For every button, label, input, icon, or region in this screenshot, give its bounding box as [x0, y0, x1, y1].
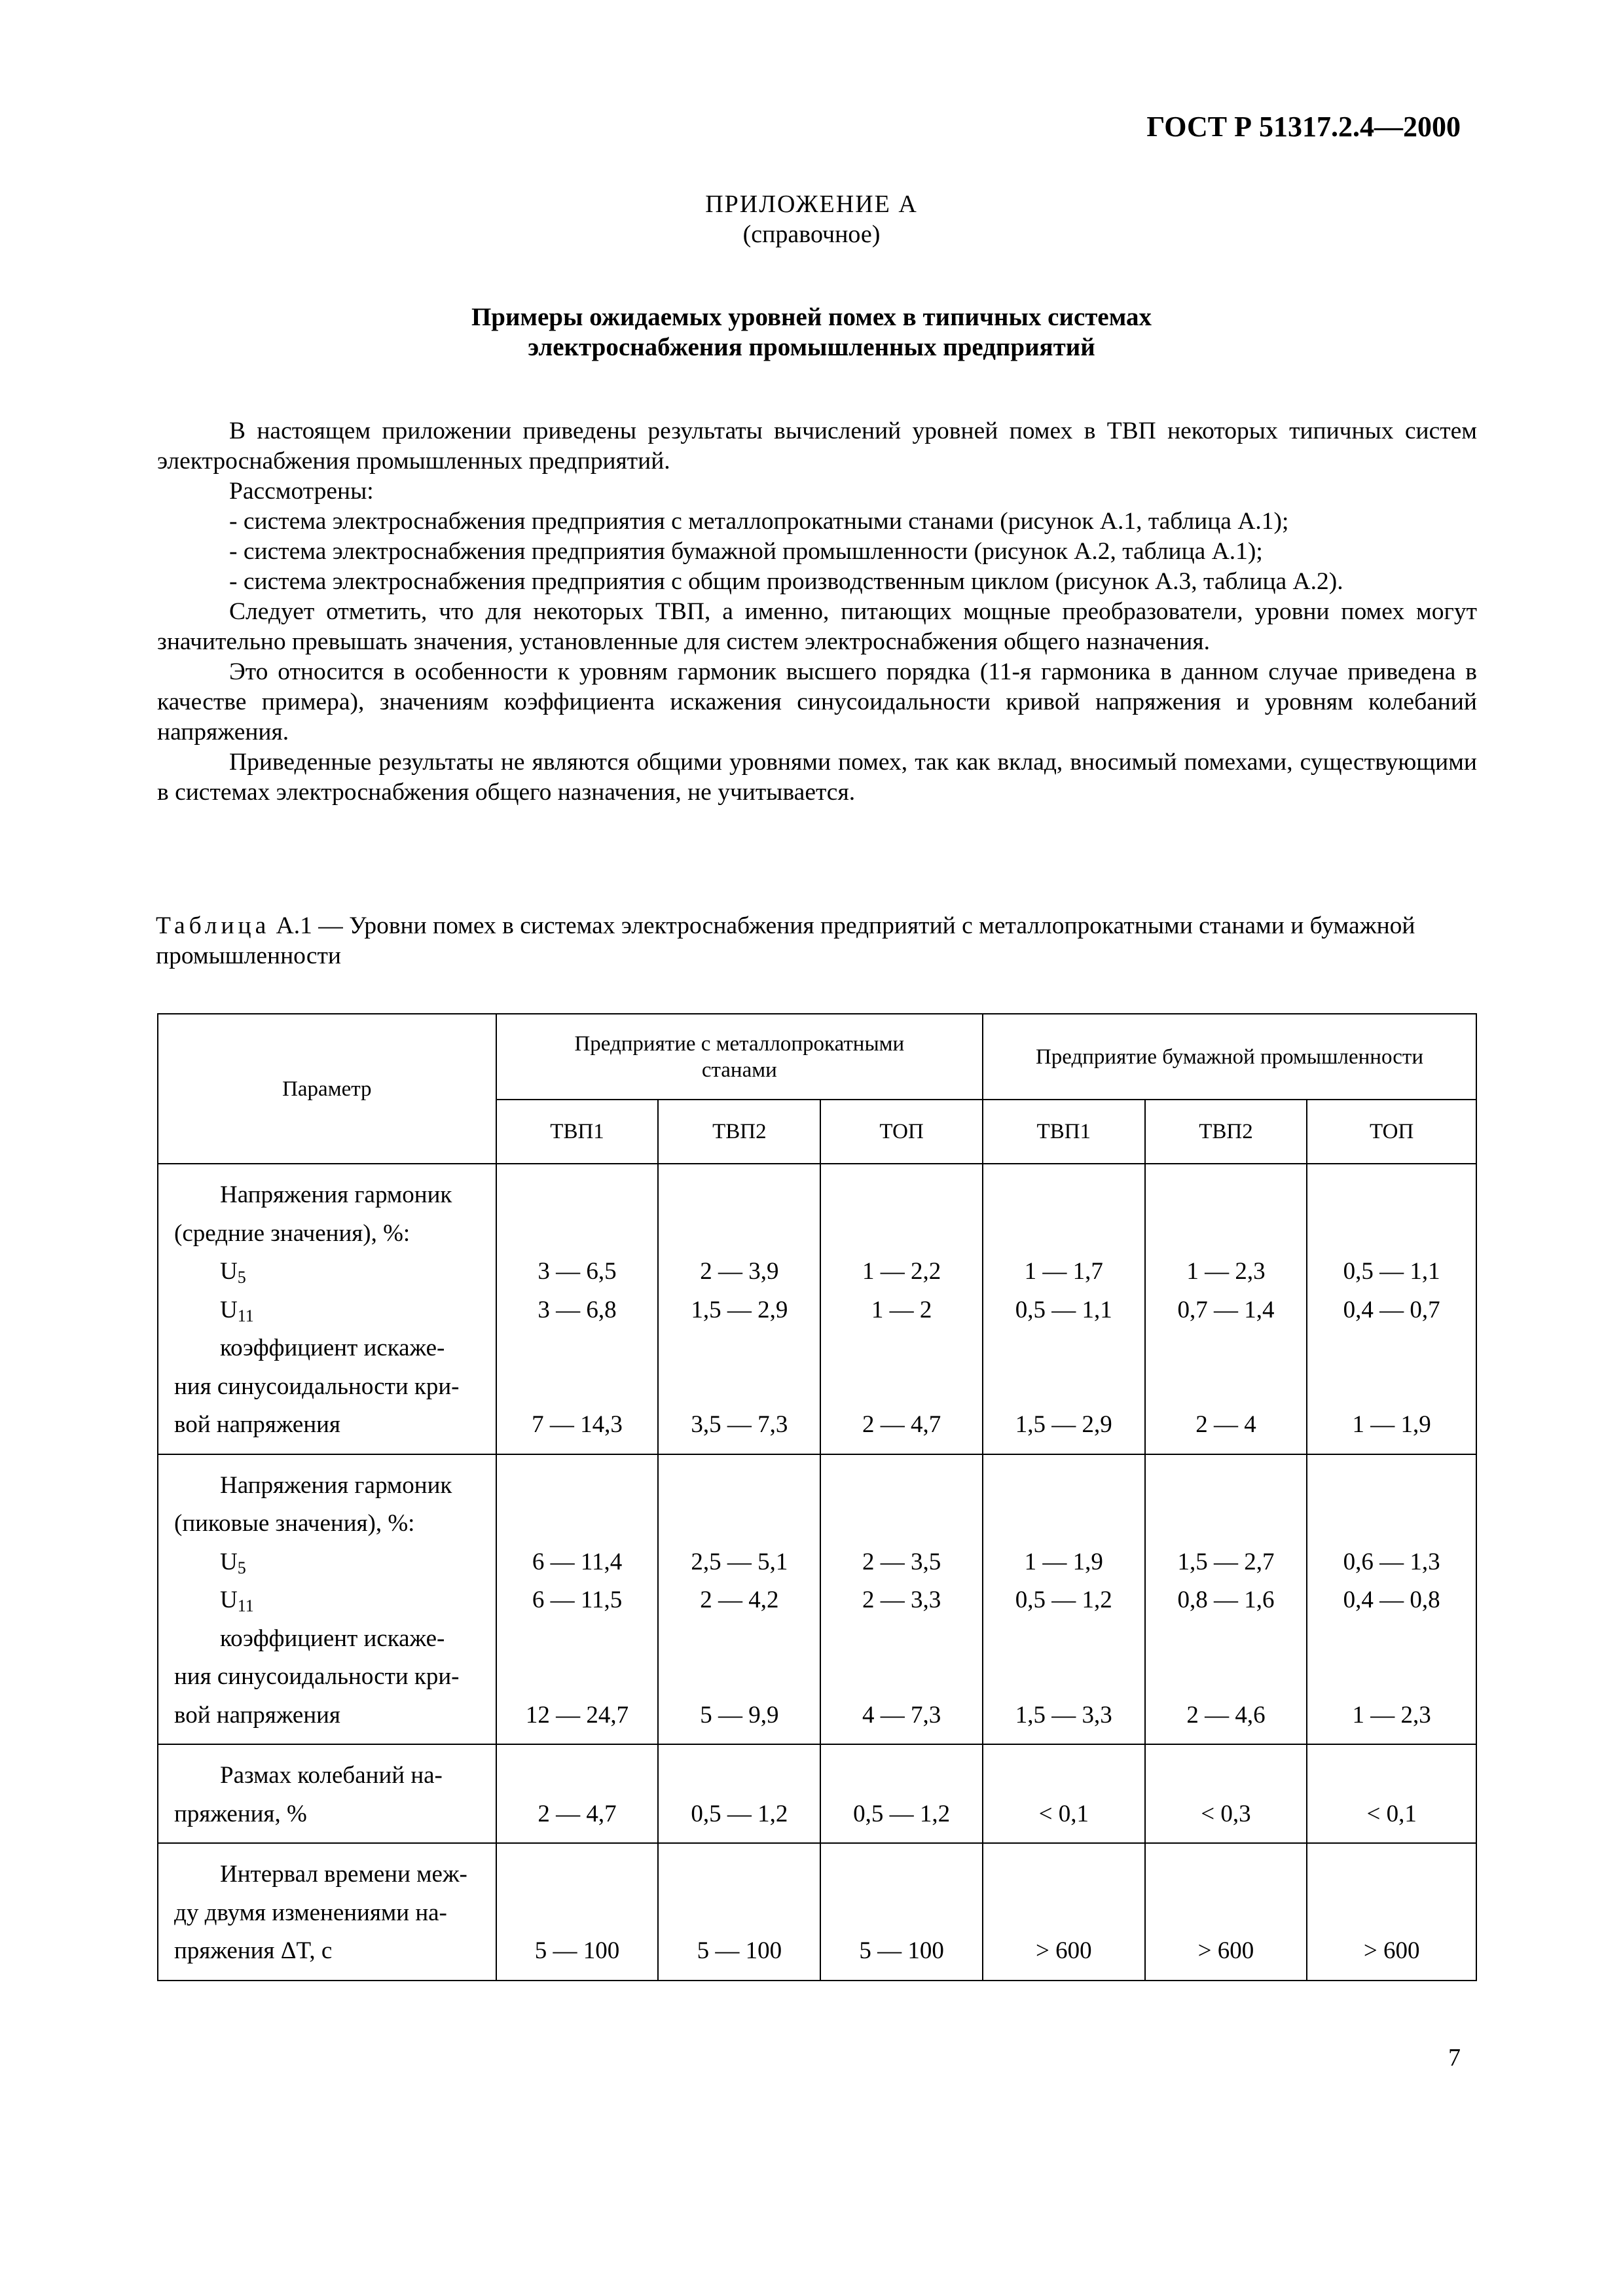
heading-line-1: Примеры ожидаемых уровней помех в типичных системах: [471, 303, 1152, 331]
subheader-cell: ТВП2: [1145, 1100, 1307, 1164]
value-cell: 3 — 6,5 3 — 6,8 7 — 14,3: [496, 1164, 659, 1454]
value-cell: > 600: [1145, 1843, 1307, 1981]
document-code: ГОСТ Р 51317.2.4—2000: [1146, 111, 1461, 143]
value-cell: 2,5 — 5,1 2 — 4,2 5 — 9,9: [658, 1454, 820, 1745]
table-row: [158, 1164, 1476, 1454]
table-header-row: [158, 1014, 1476, 1100]
value-cell: 5 — 100: [658, 1843, 820, 1981]
value-cell: 0,5 — 1,1 0,4 — 0,7 1 — 1,9: [1307, 1164, 1476, 1454]
table-row: [158, 1744, 1476, 1843]
paragraph-1: В настоящем приложении приведены результаты вычислений уровней помех в ТВП некоторых типичных систем электроснабжения промышленных предприятий.: [157, 418, 1477, 475]
value-cell: 5 — 100: [820, 1843, 983, 1981]
subheader-cell: ТОП: [1307, 1100, 1476, 1164]
value-cell: 1 — 2,2 1 — 2 2 — 4,7: [820, 1164, 983, 1454]
value-cell: 0,5 — 1,2: [820, 1744, 983, 1843]
value-cell: < 0,1: [983, 1744, 1145, 1843]
list-item-1: - система электроснабжения предприятия с металлопрокатными станами (рисунок А.1, таблица А.1);: [229, 508, 1289, 535]
subheader-cell: ТВП2: [658, 1100, 820, 1164]
table-caption-text: А.1 — Уровни помех в системах электроснабжения предприятий с металлопрокатными станами и бумажной промышленности: [156, 912, 1415, 969]
header-group-steel: Предприятие с металлопрокатными станами: [496, 1014, 983, 1100]
value-cell: 0,6 — 1,3 0,4 — 0,8 1 — 2,3: [1307, 1454, 1476, 1745]
appendix-subtitle: (справочное): [742, 221, 881, 248]
value-cell: 2 — 3,5 2 — 3,3 4 — 7,3: [820, 1454, 983, 1745]
value-cell: 1 — 1,9 0,5 — 1,2 1,5 — 3,3: [983, 1454, 1145, 1745]
page-number: 7: [1448, 2044, 1461, 2072]
value-cell: 2 — 4,7: [496, 1744, 659, 1843]
value-cell: 1 — 2,3 0,7 — 1,4 2 — 4: [1145, 1164, 1307, 1454]
body-text: [157, 416, 1477, 808]
paragraph-4: Это относится в особенности к уровням гармоник высшего порядка (11-я гармоника в данном случае приведена в качестве примера), значениям коэффициента искажения синусоидальности кривой напряжения и уровням колебаний напряжения.: [157, 658, 1477, 745]
interference-levels-table: [157, 1013, 1477, 1981]
value-cell: 6 — 11,4 6 — 11,5 12 — 24,7: [496, 1454, 659, 1745]
paragraph-3: Следует отметить, что для некоторых ТВП, а именно, питающих мощные преобразователи, уровни помех могут значительно превышать значения, установленные для систем электроснабжения общего назначения.: [157, 598, 1477, 655]
paragraph-5: Приведенные результаты не являются общими уровнями помех, так как вклад, вносимый помехами, существующими в системах электроснабжения общего назначения, не учитывается.: [157, 749, 1477, 806]
parameter-cell: Напряжения гармоник (средние значения), %: $U_5$ $U_{11}$ коэффициент искаже- ния синусоидальности кри- вой напряжения: [158, 1164, 496, 1454]
value-cell: 2 — 3,9 1,5 — 2,9 3,5 — 7,3: [658, 1164, 820, 1454]
value-cell: < 0,1: [1307, 1744, 1476, 1843]
value-cell: < 0,3: [1145, 1744, 1307, 1843]
table-row: [158, 1454, 1476, 1745]
parameter-cell: Напряжения гармоник (пиковые значения), %: $U_5$ $U_{11}$ коэффициент искаже- ния синусоидальности кри- вой напряжения: [158, 1454, 496, 1745]
value-cell: 1,5 — 2,7 0,8 — 1,6 2 — 4,6: [1145, 1454, 1307, 1745]
list-item-3: - система электроснабжения предприятия с общим производственным циклом (рисунок А.3, таблица А.2).: [229, 568, 1343, 595]
list-item-2: - система электроснабжения предприятия бумажной промышленности (рисунок А.2, таблица А.1);: [229, 538, 1263, 565]
subheader-cell: ТВП1: [496, 1100, 659, 1164]
header-group-paper: Предприятие бумажной промышленности: [983, 1014, 1476, 1100]
parameter-cell: Интервал времени меж- ду двумя изменениями на- пряжения ΔT, с: [158, 1843, 496, 1981]
value-cell: > 600: [1307, 1843, 1476, 1981]
subheader-cell: ТОП: [820, 1100, 983, 1164]
paragraph-2: Рассмотрены:: [229, 478, 374, 505]
value-cell: > 600: [983, 1843, 1145, 1981]
section-heading: [0, 302, 1623, 363]
value-cell: 1 — 1,7 0,5 — 1,1 1,5 — 2,9: [983, 1164, 1145, 1454]
table-row: [158, 1843, 1476, 1981]
header-parameter: Параметр: [158, 1014, 496, 1164]
heading-line-2: электроснабжения промышленных предприятий: [528, 333, 1095, 361]
value-cell: 0,5 — 1,2: [658, 1744, 820, 1843]
parameter-cell: Размах колебаний на- пряжения, %: [158, 1744, 496, 1843]
table-caption: [156, 911, 1478, 971]
value-cell: 5 — 100: [496, 1843, 659, 1981]
subheader-cell: ТВП1: [983, 1100, 1145, 1164]
appendix-title: ПРИЛОЖЕНИЕ А: [705, 190, 918, 218]
table-caption-label: Таблица: [156, 912, 270, 939]
